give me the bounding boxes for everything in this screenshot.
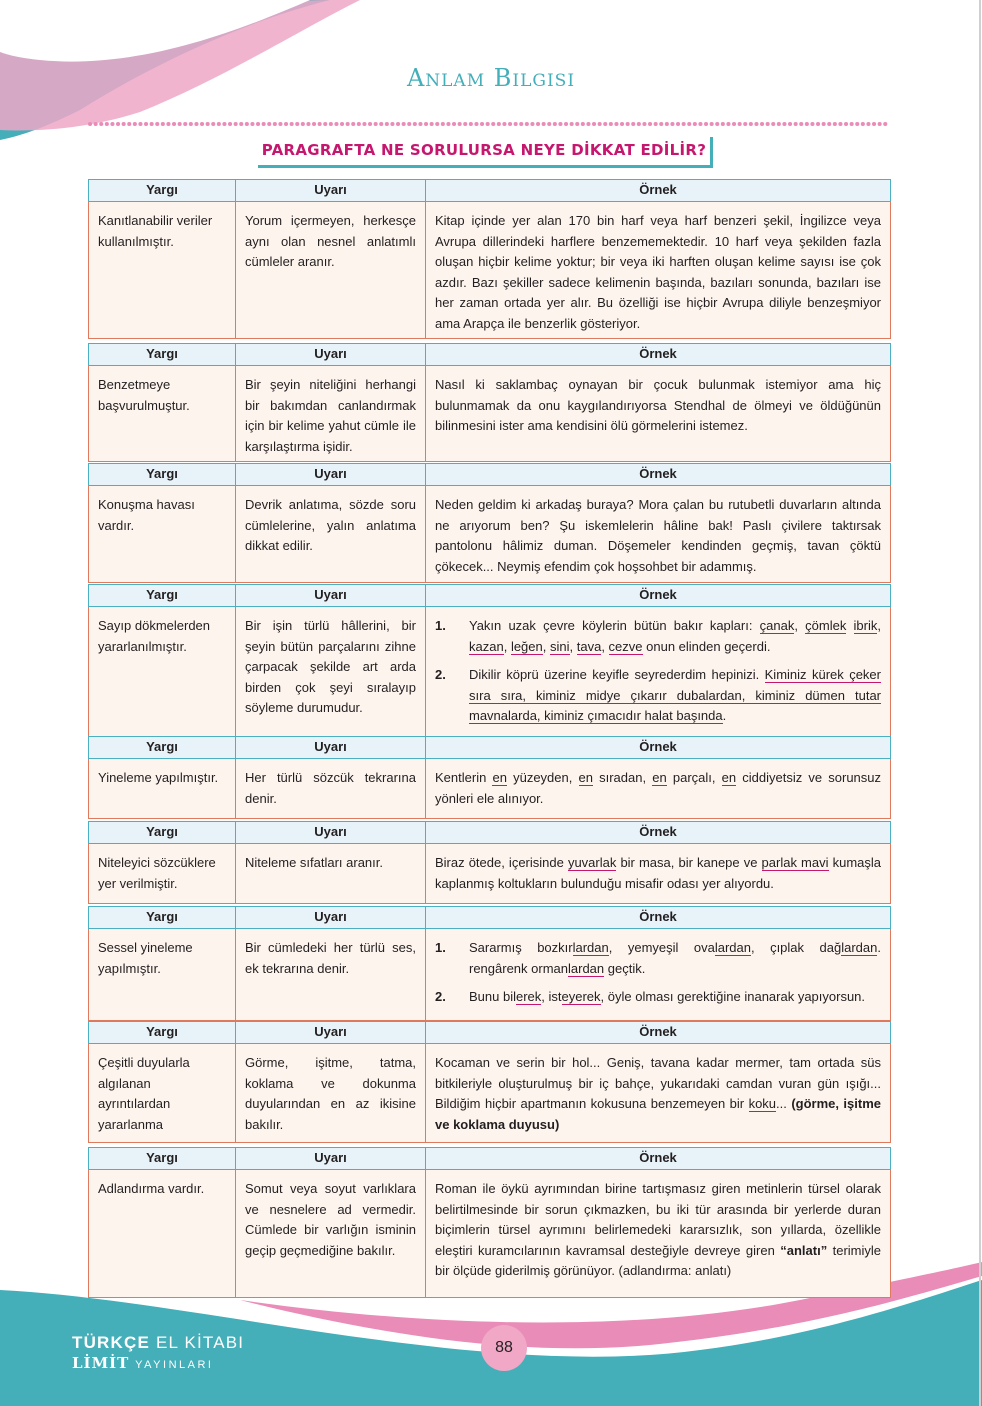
text-span: Kentlerin — [435, 770, 493, 785]
header-uyari: Uyarı — [236, 907, 426, 929]
header-ornek: Örnek — [426, 344, 891, 366]
underlined-word: çömlek — [805, 618, 847, 633]
text-span: ciddiyetsiz ve sorunsuz yönleri ele alınıyor. — [435, 770, 882, 806]
yargi-cell: Kanıtlanabilir veriler kullanılmıştır. — [89, 202, 236, 339]
underlined-word: sini — [549, 638, 570, 654]
ornek-cell: Kitap içinde yer alan 170 bin harf veya harf benzeri şekil, İngilizce veya Avrupa dillerindeki harflere benzememektedir. 10 harf veya şekilden fazla oluşan hiçbir kelime yoktur; bir veya iki harften oluşan kelime sayısı ise çok azdır. Bazı şekiller sadece kelimenin başında, bazıları sonunda, bazıları ise her zaman ortada yer alır. Bu özelliği ise hiçbir Avrupa diliyle benzeşmiyor ama Arapça ile benzerlik gösteriyor. — [426, 202, 891, 339]
yargi-cell: Benzetmeye başvurulmuştur. — [89, 366, 236, 462]
rule-table — [88, 906, 891, 1021]
ornek-cell: Neden geldim ki arkadaş buraya? Mora çalan bu rutubetli duvarların altında ne arıyorum ben? Şu iskemlelerin hâline bak! Paslı çivilere taktırsak pantolonu hâlimiz duman. Döşemeler kendinden geçmiş, tavan çöktü çökecek... Neymiş efendim çok hoşsohbet bir adammış. — [426, 486, 891, 583]
uyari-cell: Bir şeyin niteliğini herhangi bir bakımdan canlandırmak için bir kelime yahut cümle ile karşılaştırma işidir. — [236, 366, 426, 462]
header-yargi: Yargı — [89, 464, 236, 486]
text-span: yüzeyden, — [506, 770, 579, 785]
underlined-word: lardan — [714, 940, 751, 955]
header-yargi: Yargı — [89, 585, 236, 607]
table-row — [89, 759, 891, 819]
table-header-row — [89, 1148, 891, 1170]
header-yargi: Yargı — [89, 907, 236, 929]
rule-table — [88, 179, 891, 339]
header-yargi: Yargı — [89, 344, 236, 366]
table-header-row — [89, 344, 891, 366]
example-text — [469, 665, 881, 727]
header-uyari: Uyarı — [236, 464, 426, 486]
header-ornek: Örnek — [426, 585, 891, 607]
text-span: ... — [776, 1096, 792, 1111]
header-uyari: Uyarı — [236, 1022, 426, 1044]
ornek-cell — [426, 759, 891, 819]
underlined-word: lardan — [572, 940, 609, 955]
example-text — [469, 987, 881, 1008]
underlined-word: leğen — [510, 638, 543, 654]
example-number: 1. — [435, 618, 446, 633]
text-span: Kocaman ve serin bir hol... Geniş, tavana kadar mermer, tam ortada süs bitkileriyle oluşturulmuş bir iç bahçe, yukarıdaki camdan vuran gün ışığı... Bildiğim hiçbir apartmanın kokusuna benzemeyen bir — [435, 1055, 881, 1111]
page-header-title: Anlam Bilgisi — [406, 64, 576, 92]
header-yargi: Yargı — [89, 822, 236, 844]
text-span: Biraz ötede, içerisinde — [435, 855, 568, 870]
header-yargi: Yargı — [89, 1022, 236, 1044]
header-ornek: Örnek — [426, 464, 891, 486]
underlined-word: en — [721, 770, 737, 785]
underlined-word: yuvarlak — [567, 855, 617, 870]
text-span: geçtik. — [604, 960, 646, 976]
underlined-word: tava — [576, 638, 602, 654]
table-header-row — [89, 737, 891, 759]
ornek-cell — [426, 1170, 891, 1298]
table-row — [89, 929, 891, 1021]
text-span: Roman ile öykü ayrımından birine tartışmasız giren metinlerin türsel olarak belirtilmesinde bir sorun çıkmazken, bu iki tür arasında bir yerlerde duran biçimlerin türsel ayrımını belirlemedeki kararsızlık, son yıllarda, özellikle eleştiri kuramcılarının kavramsal desteğiyle devreye giren — [435, 1181, 881, 1258]
underlined-word: koku — [748, 1096, 777, 1111]
header-uyari: Uyarı — [236, 1148, 426, 1170]
underlined-word: Kiminiz kürek çeker sıra sıra, kiminiz midye çıkarır dubalardan, kiminiz dümen tutar mavnalarda, kiminiz çımacıdır halat başında — [469, 667, 881, 723]
header-ornek: Örnek — [426, 180, 891, 202]
underlined-word: erek — [515, 989, 542, 1004]
underlined-word: parlak mavi — [761, 855, 829, 870]
header-ornek: Örnek — [426, 907, 891, 929]
text-span: onun elinden geçerdi. — [642, 638, 771, 654]
text-span: , — [542, 638, 550, 654]
text-span: Bunu bil — [469, 989, 516, 1004]
dotted-divider — [88, 121, 888, 127]
text-span: parçalı, — [666, 770, 722, 785]
uyari-cell: Görme, işitme, tatma, koklama ve dokunma duyularından en az ikisine bakılır. — [236, 1044, 426, 1143]
header-uyari: Uyarı — [236, 344, 426, 366]
header-ornek: Örnek — [426, 737, 891, 759]
example-item — [435, 665, 881, 727]
example-number: 2. — [435, 989, 446, 1004]
ornek-cell — [426, 1044, 891, 1143]
header-yargi: Yargı — [89, 180, 236, 202]
underlined-word: kazan — [469, 638, 504, 654]
yargi-cell: Çeşitli duyularla algılanan ayrıntılardan yararlanma — [89, 1044, 236, 1143]
uyari-cell: Yorum içermeyen, herkesçe aynı olan nesnel anlatımlı cümleler aranır. — [236, 202, 426, 339]
underlined-word: lardan — [841, 940, 878, 955]
table-row — [89, 607, 891, 740]
bold-text: “anlatı” — [780, 1242, 828, 1258]
header-yargi: Yargı — [89, 1148, 236, 1170]
table-row — [89, 366, 891, 462]
header-ornek: Örnek — [426, 1022, 891, 1044]
underlined-word: en — [492, 770, 507, 785]
uyari-cell: Devrik anlatıma, sözde soru cümlelerine, yalın anlatıma dikkat edilir. — [236, 486, 426, 583]
underlined-word: en — [578, 770, 593, 785]
text-span: , — [601, 638, 609, 654]
text-span: , — [503, 638, 511, 654]
table-row — [89, 202, 891, 339]
yargi-cell: Sayıp dökmelerden yararlanılmıştır. — [89, 607, 236, 740]
bold-text: (görme, işitme ve koklama duyusu) — [435, 1096, 882, 1132]
text-span: kumaşla kaplanmış koltukların bulunduğu misafir odası yer alıyordu. — [435, 855, 881, 891]
text-span: , ist — [541, 989, 562, 1004]
table-header-row — [89, 180, 891, 202]
underlined-word: en — [652, 770, 667, 785]
underlined-word: eyerek — [561, 989, 601, 1004]
yargi-cell: Niteleyici sözcüklere yer verilmiştir. — [89, 844, 236, 904]
header-uyari: Uyarı — [236, 737, 426, 759]
ornek-cell: Nasıl ki saklambaç oynayan bir çocuk bulunmak istemiyor ama hiç bulunmamak da onu kaygılandırıyorsa Stendhal de ölmeyi ve öldüğünün bilinmesini ister ama kendisini ölü görmelerini istemez. — [426, 366, 891, 462]
text-span: , öyle olması gerektiğine inanarak yapıyorsun. — [600, 989, 866, 1004]
text-span: Yakın uzak çevre köylerin bütün bakır kapları: — [469, 618, 760, 633]
example-text — [469, 616, 881, 657]
text-span: Sararmış bozkır — [469, 940, 573, 955]
example-item — [435, 938, 881, 979]
uyari-cell: Her türlü sözcük tekrarına denir. — [236, 759, 426, 819]
header-ornek: Örnek — [426, 822, 891, 844]
text-span: Dikilir köprü üzerine keyifle seyrederdim hepinizi. — [469, 667, 765, 682]
table-header-row — [89, 822, 891, 844]
table-row — [89, 486, 891, 583]
rule-table — [88, 584, 891, 740]
table-header-row — [89, 907, 891, 929]
table-header-row — [89, 1022, 891, 1044]
ornek-cell — [426, 607, 891, 740]
yargi-cell: Sessel yineleme yapılmıştır. — [89, 929, 236, 1021]
header-yargi: Yargı — [89, 737, 236, 759]
text-span: . — [722, 708, 727, 723]
ornek-cell — [426, 844, 891, 904]
table-header-row — [89, 464, 891, 486]
rule-table — [88, 463, 891, 583]
rule-table — [88, 1021, 891, 1143]
text-span — [846, 618, 853, 633]
text-span: sıradan, — [592, 770, 653, 785]
uyari-cell: Niteleme sıfatları aranır. — [236, 844, 426, 904]
table-row — [89, 1044, 891, 1143]
rule-table — [88, 1147, 891, 1298]
page-number: 88 — [481, 1325, 527, 1371]
yargi-cell: Konuşma havası vardır. — [89, 486, 236, 583]
footer-book-title: TÜRKÇE EL KİTABI — [72, 1333, 245, 1352]
header-uyari: Uyarı — [236, 585, 426, 607]
header-ornek: Örnek — [426, 1148, 891, 1170]
text-span: , çıplak dağ — [750, 940, 842, 955]
footer-brand — [72, 1333, 244, 1372]
uyari-cell: Bir işin türlü hâllerini, bir şeyin bütün parçalarını zihne çarpacak şekilde art arda birden çok şeyi sıralayıp söyleme durumudur. — [236, 607, 426, 740]
footer-publisher: LİMİT YAYINLARI — [72, 1354, 214, 1372]
example-item — [435, 616, 881, 657]
rule-table — [88, 343, 891, 462]
yargi-cell: Yineleme yapılmıştır. — [89, 759, 236, 819]
underlined-word: cezve — [608, 638, 643, 654]
text-span: bir masa, bir kanepe ve — [616, 855, 762, 870]
text-span: , — [794, 618, 806, 633]
example-text — [469, 938, 881, 979]
text-span: , — [569, 638, 577, 654]
underlined-word: ibrik — [853, 618, 878, 633]
header-uyari: Uyarı — [236, 822, 426, 844]
text-span: terimiyle bir ölçüde giderilmiş görünüyor. (adlandırma: anlatı) — [435, 1242, 881, 1278]
table-row — [89, 1170, 891, 1298]
underlined-word: lardan — [568, 960, 605, 976]
table-row — [89, 844, 891, 904]
underlined-word: çanak — [759, 618, 795, 633]
header-uyari: Uyarı — [236, 180, 426, 202]
ornek-cell — [426, 929, 891, 1021]
rule-table — [88, 821, 891, 904]
text-span: , — [877, 618, 881, 633]
text-span: . rengârenk orman — [469, 940, 881, 976]
example-number: 1. — [435, 940, 446, 955]
uyari-cell: Somut veya soyut varlıklara ve nesnelere ad vermedir. Cümlede bir varlığın isminin geçip geçmediğine bakılır. — [236, 1170, 426, 1298]
section-title-text: PARAGRAFTA NE SORULURSA NEYE DİKKAT EDİLİR? — [261, 141, 707, 159]
section-title — [258, 137, 714, 169]
text-span: , yemyeşil ova — [608, 940, 715, 955]
table-header-row — [89, 585, 891, 607]
example-number: 2. — [435, 667, 446, 682]
uyari-cell: Bir cümledeki her türlü ses, ek tekrarına denir. — [236, 929, 426, 1021]
rule-table — [88, 736, 891, 819]
example-item — [435, 987, 881, 1008]
yargi-cell: Adlandırma vardır. — [89, 1170, 236, 1298]
